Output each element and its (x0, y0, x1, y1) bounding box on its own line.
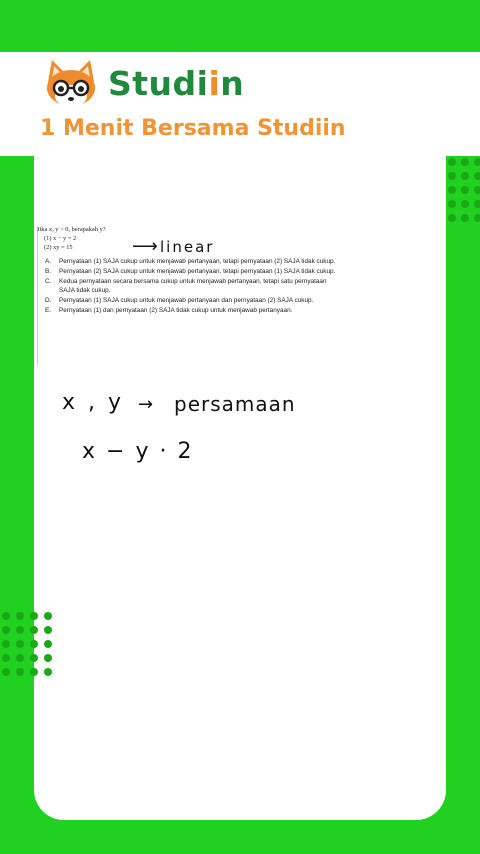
option-letter: E. (45, 306, 52, 314)
option-text: Pernyataan (1) SAJA cukup untuk menjawab pertanyaan, tetapi pernyataan (2) SAJA tidak cukup. (59, 258, 336, 266)
option-e (37, 307, 337, 316)
option-text: Kedua pernyataan secara bersama cukup untuk menjawab pertanyaan, tetapi satu pernyataan SAJA tidak cukup. (59, 278, 327, 294)
handwritten-variables: x , y (62, 390, 125, 415)
brand-name-accent: i (208, 63, 221, 103)
statement-2: (2) xy = 15 (44, 243, 73, 251)
content-card (34, 156, 446, 820)
brand-name (108, 64, 244, 103)
handwritten-arrow: ⟶ (132, 236, 159, 257)
option-text: Pernyataan (2) SAJA cukup untuk menjawab pertanyaan, tetapi pernyataan (1) SAJA tidak cukup. (59, 268, 336, 276)
option-letter: D. (45, 296, 52, 304)
brand-name-suffix: n (220, 63, 245, 103)
option-letter: B. (45, 268, 52, 276)
option-b (37, 268, 337, 277)
handwritten-note-linear: linear (160, 238, 215, 256)
brand-logo (42, 58, 244, 108)
dot-pattern-left (0, 610, 54, 680)
handwritten-equation: x − y · 2 (82, 439, 194, 464)
question-stem: Jika x, y > 0, berapakah y? (37, 226, 106, 233)
header-banner (0, 52, 480, 156)
statement-1: (1) x − y = 2 (44, 234, 77, 242)
option-letter: C. (45, 278, 52, 286)
handwritten-arrow: → (138, 394, 155, 415)
option-text: Pernyataan (1) SAJA cukup untuk menjawab pertanyaan dan pernyataan (2) SAJA cukup. (59, 296, 314, 304)
subtitle: 1 Menit Bersama Studiin (40, 116, 346, 141)
option-a (37, 258, 337, 267)
option-letter: A. (45, 258, 52, 266)
option-text: Pernyataan (1) dan pernyataan (2) SAJA tidak cukup untuk menjawab pertanyaan. (59, 306, 293, 314)
fox-mascot-icon (42, 58, 100, 108)
brand-name-prefix: Studi (108, 63, 209, 103)
option-c (37, 278, 337, 296)
option-d (37, 297, 337, 306)
handwritten-note-persamaan: persamaan (174, 392, 296, 416)
